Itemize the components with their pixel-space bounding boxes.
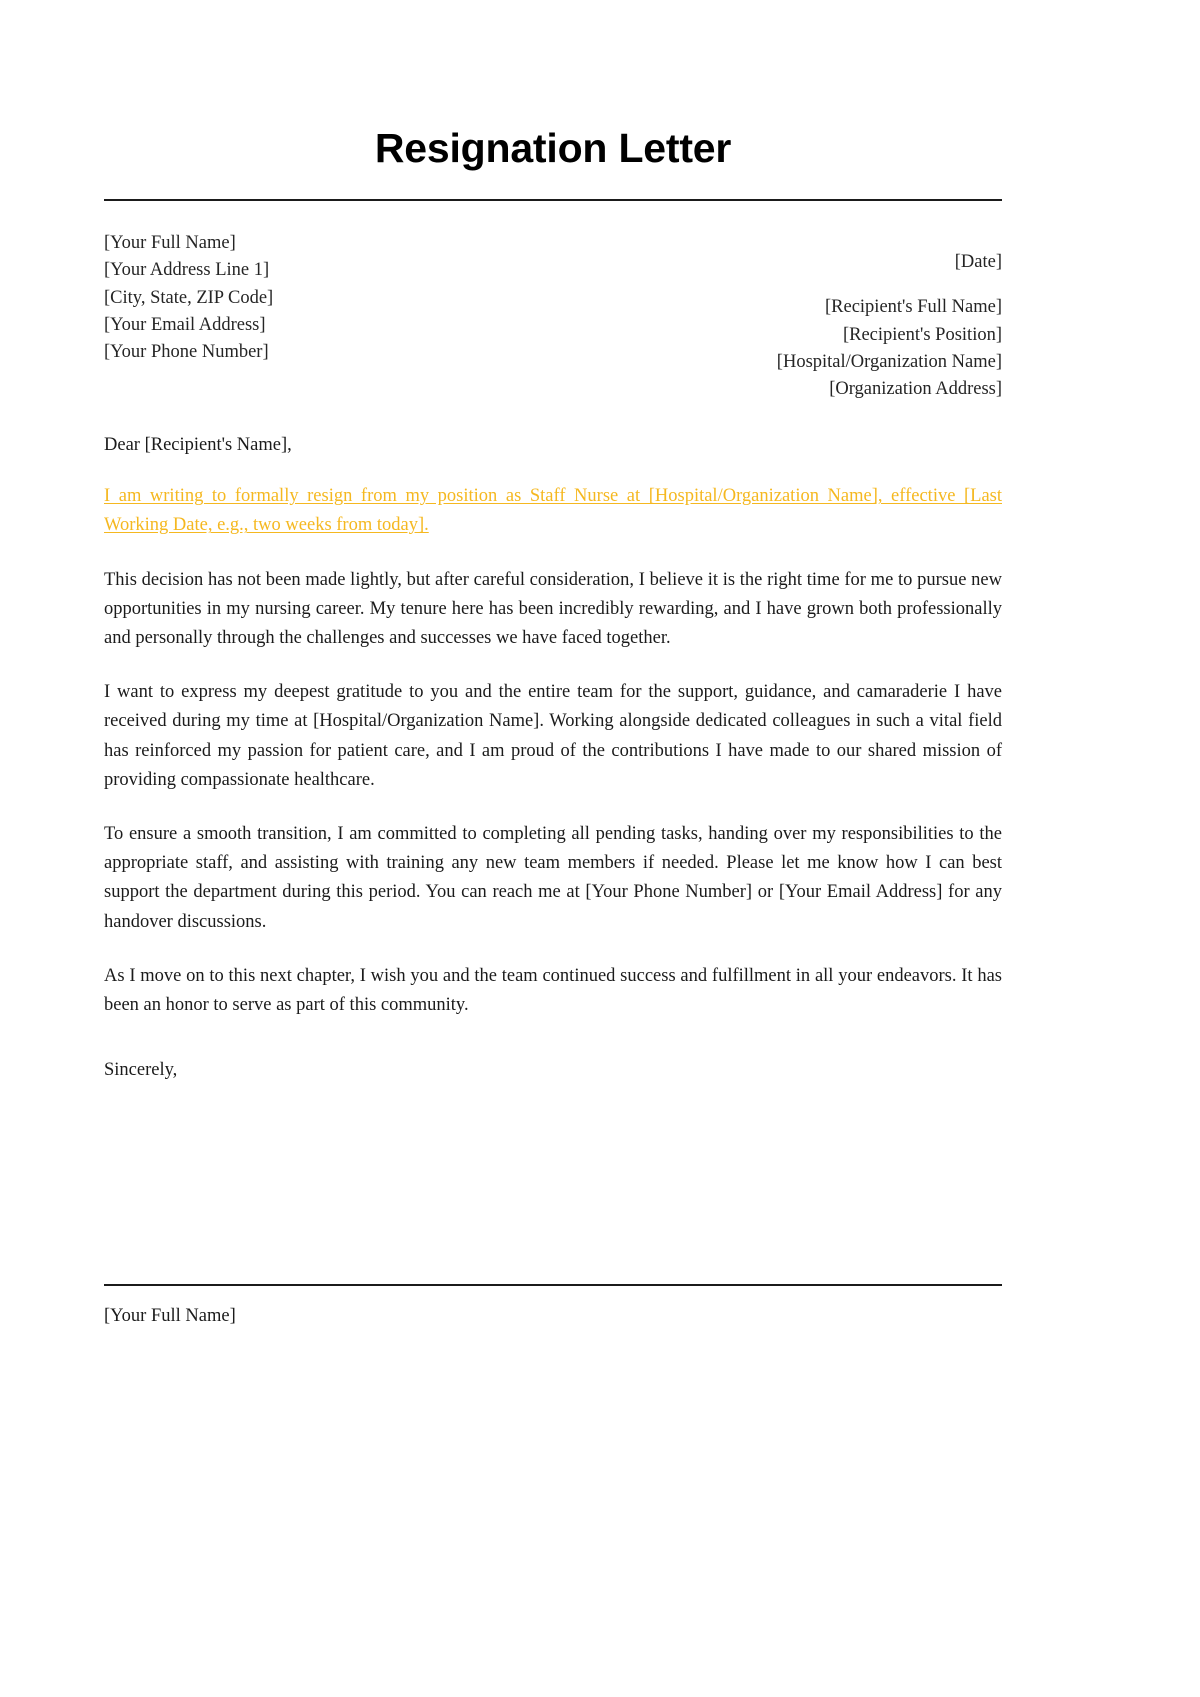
closing-salutation: Sincerely, [104,1060,178,1081]
recipient-line-organization-address: [Organization Address] [829,379,1002,400]
signature-line [104,1284,1002,1286]
sender-line-address: [Your Address Line 1] [104,260,270,281]
recipient-line-name: [Recipient's Full Name] [825,297,1002,318]
intro-paragraph [104,459,1002,540]
address-header [104,230,1002,398]
page-title: Resignation Letter [374,125,732,171]
body-paragraph-4: As I move on to this next chapter, I wish you and the team continued success and fulfillment in all your endeavors. It has been an honor to serve as part of this community. [104,965,1002,1015]
body-paragraph-3: To ensure a smooth transition, I am committed to completing all pending tasks, handing over my responsibilities to the appropriate staff, and assisting with training any new team members if needed. Please let me know how I can best support the department during this period. You can reach me at [Your Phone Number] or [Your Email Address] for any handover discussions. [104,823,1002,932]
signature-name: [Your Full Name] [104,1306,236,1327]
signature-space [104,1084,1002,1284]
letter-date: [Date] [954,252,1002,273]
sender-line-email: [Your Email Address] [104,315,266,336]
body-paragraph-2: I want to express my deepest gratitude to you and the entire team for the support, guidance, and camaraderie I have received during my time at [Hospital/Organization Name]. Working alongside dedicated colleagues in such a vital field has reinforced my passion for patient care, and I am proud of the contributions I have made to our shared mission of providing compassionate healthcare. [104,682,1002,790]
sender-line-city: [City, State, ZIP Code] [104,287,274,308]
sender-address-block [104,230,534,366]
title-divider [104,199,1002,201]
salutation: Dear [Recipient's Name], [104,435,292,456]
sender-line-name: [Your Full Name] [104,233,236,254]
letter-sheet [104,0,1002,1330]
recipient-line-position: [Recipient's Position] [842,324,1002,345]
resignation-statement-link[interactable]: I am writing to formally resign from my position as Staff Nurse at [Hospital/Organization Name], effective [Last Working Date, e.g., two weeks from today]. [104,486,1002,536]
sender-line-phone: [Your Phone Number] [104,342,269,363]
recipient-address-block [542,249,1002,403]
recipient-line-organization: [Hospital/Organization Name] [776,352,1002,373]
body-paragraph-1: This decision has not been made lightly, but after careful consideration, I believe it is the right time for me to pursue new opportunities in my nursing career. My tenure here has been incredibly rewarding, and I have grown both professionally and personally through the challenges and successes we have faced together. [104,569,1002,648]
